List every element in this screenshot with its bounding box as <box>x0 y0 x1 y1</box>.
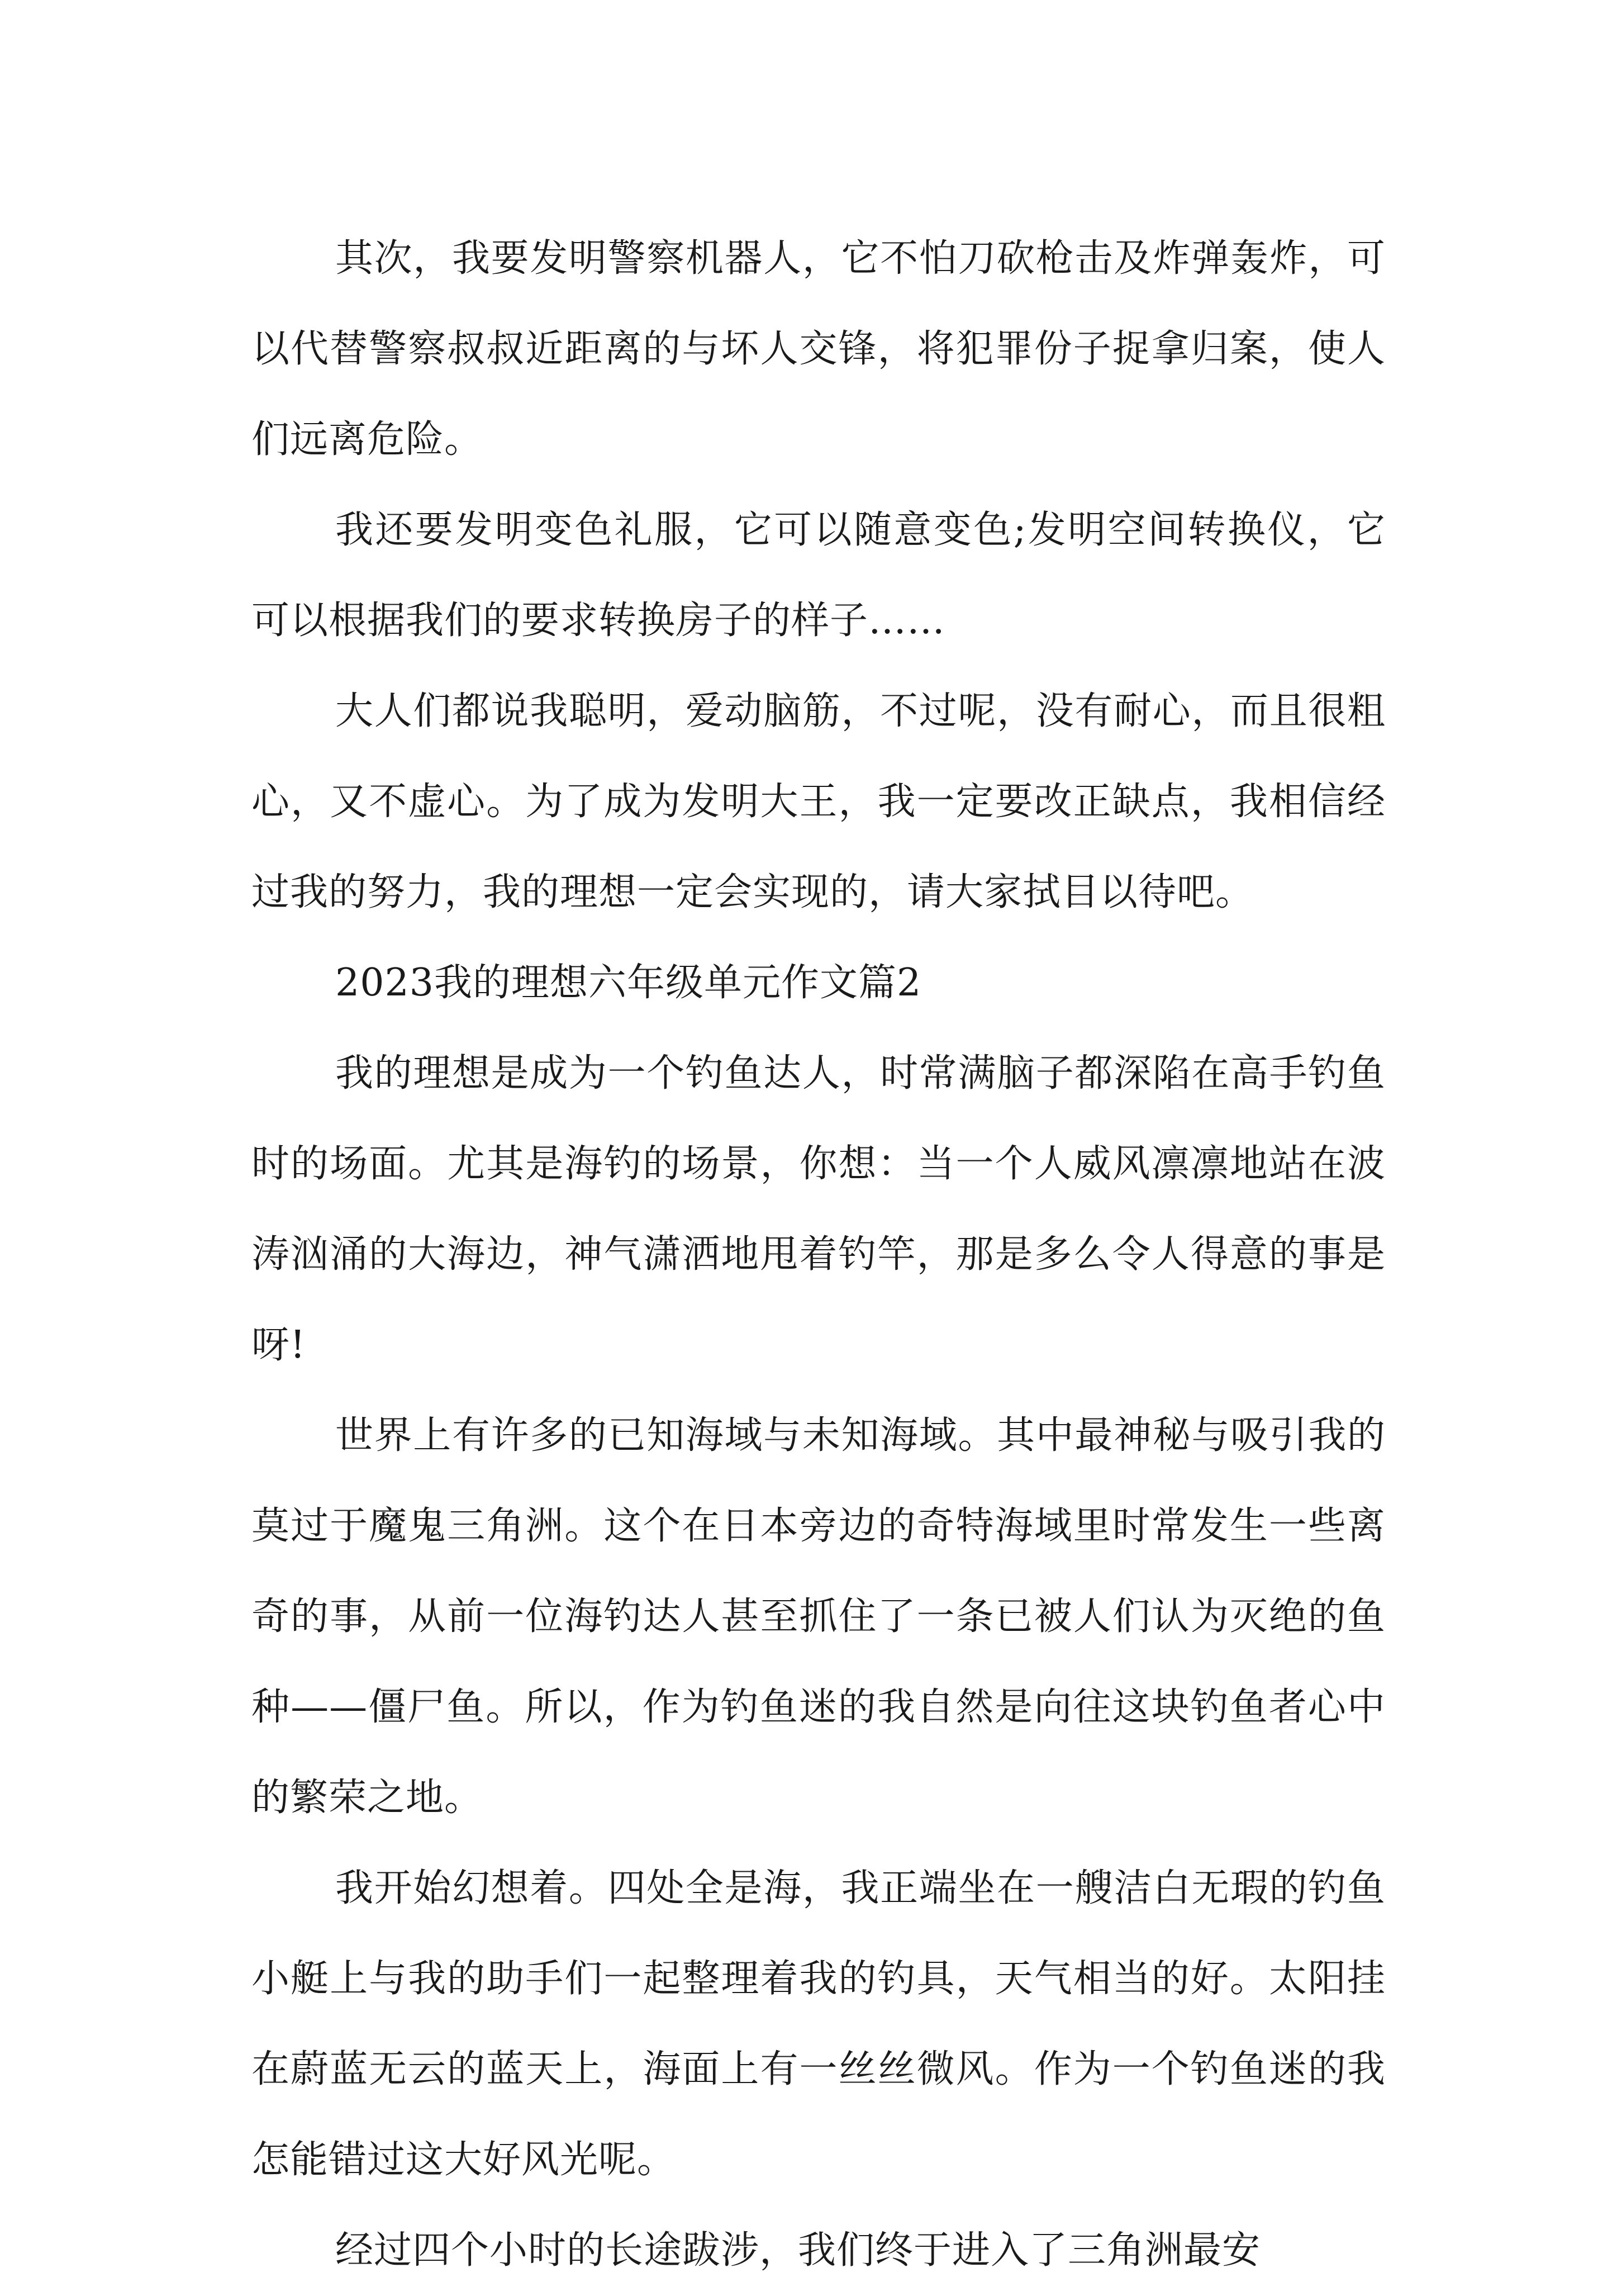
paragraph: 我的理想是成为一个钓鱼达人，时常满脑子都深陷在高手钓鱼时的场面。尤其是海钓的场景，你想：当一个人威风凛凛地站在波涛汹涌的大海边，神气潇洒地甩着钓竿，那是多么令人得意的事是呀! <box>251 1051 1386 1367</box>
paragraph: 大人们都说我聪明，爱动脑筋，不过呢，没有耐心，而且很粗心，又不虚心。为了成为发明大王，我一定要改正缺点，我相信经过我的努力，我的理想一定会实现的，请大家拭目以待吧。 <box>251 689 1386 914</box>
document-body <box>251 214 1386 2296</box>
paragraph: 其次，我要发明警察机器人，它不怕刀砍枪击及炸弹轰炸，可以代替警察叔叔近距离的与坏人交锋，将犯罪份子捉拿归案，使人们远离危险。 <box>251 236 1386 462</box>
paragraph: 经过四个小时的长途跋涉，我们终于进入了三角洲最安 <box>335 2228 1261 2273</box>
paragraph: 世界上有许多的已知海域与未知海域。其中最神秘与吸引我的莫过于魔鬼三角洲。这个在日本旁边的奇特海域里时常发生一些离奇的事，从前一位海钓达人甚至抓住了一条已被人们认为灭绝的鱼种——僵尸鱼。所以，作为钓鱼迷的我自然是向往这块钓鱼者心中的繁荣之地。 <box>251 1413 1386 1820</box>
section-heading: 2023我的理想六年级单元作文篇2 <box>335 961 922 1005</box>
paragraph: 我还要发明变色礼服，它可以随意变色;发明空间转换仪，它可以根据我们的要求转换房子的样子…… <box>251 508 1386 643</box>
paragraph: 我开始幻想着。四处全是海，我正端坐在一艘洁白无瑕的钓鱼小艇上与我的助手们一起整理着我的钓具，天气相当的好。太阳挂在蔚蓝无云的蓝天上，海面上有一丝丝微风。作为一个钓鱼迷的我怎能错过这大好风光呢。 <box>251 1866 1386 2182</box>
